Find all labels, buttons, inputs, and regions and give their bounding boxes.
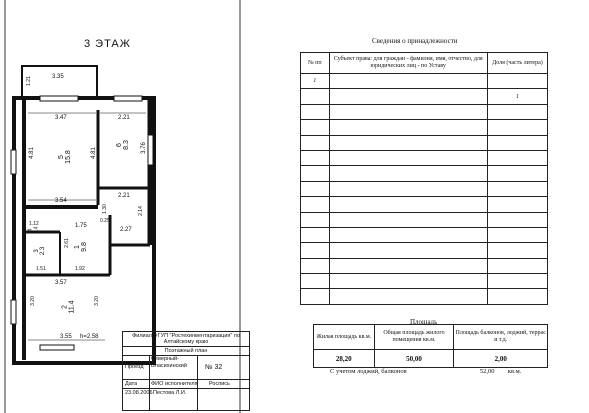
- loggia-value: 52,00: [479, 368, 495, 375]
- dim-label: 3.20: [29, 296, 36, 306]
- dim-label: 3.20: [93, 296, 100, 306]
- col-header-share: Доля (часть литера): [487, 53, 547, 74]
- area-header-balcony: Площадь балконов, лоджий, террас и т.д.: [454, 325, 548, 350]
- stamp-plan: Поэтажный план: [164, 348, 208, 354]
- area-total-value: 50,00: [374, 350, 454, 368]
- area-header-living: Жилая площадь кв.м.: [314, 325, 375, 350]
- dim-label: 2.21: [118, 193, 130, 199]
- area-title: Площадь: [410, 318, 438, 326]
- dim-label: 2.61: [63, 238, 70, 248]
- room-label: 4 1.4: [27, 226, 40, 234]
- stamp-executor-label: ФИО исполнителя: [151, 381, 198, 387]
- dim-label: 1.30: [101, 204, 108, 214]
- stamp-project-value: Северный-Власихинский: [151, 356, 187, 369]
- dim-label: 1.51: [36, 266, 46, 272]
- row-share: 1: [487, 89, 547, 104]
- col-header-num: № пп: [301, 53, 330, 74]
- loggia-line: [330, 368, 521, 375]
- dim-label: 3.55: [60, 334, 72, 340]
- loggia-label: С учетом лоджий, балконов: [330, 368, 407, 375]
- dim-label: 3.76: [140, 142, 147, 154]
- col-header-subject: Субъект права: для граждан - фамилия, имя, отчество, для юридических лиц - по Уставу: [329, 53, 487, 74]
- dim-label: 4.81: [28, 147, 35, 159]
- dim-label: 2.27: [120, 227, 132, 233]
- stamp-executor: Пестова Л.И.: [153, 390, 187, 396]
- dim-label: 1.75: [75, 223, 87, 229]
- dim-label: 1.21: [25, 76, 32, 86]
- dim-label: 1.12: [29, 221, 39, 227]
- area-living-value: 28,20: [314, 350, 375, 368]
- area-balcony-value: 2,00: [454, 350, 548, 368]
- room-label: 1 9.8: [73, 242, 88, 252]
- stamp-org: Филиал ФГУП "Ростехинвентаризация" по Алтайскому краю: [132, 333, 240, 345]
- dim-label: 1.92: [75, 266, 85, 272]
- title-block: [122, 331, 250, 411]
- floor-plan-page: [0, 0, 250, 413]
- ownership-title: Сведения о принадлежности: [372, 37, 458, 45]
- dim-label: 2.14: [137, 206, 144, 216]
- dim-label: 3.47: [55, 115, 67, 121]
- area-header-total: Общая площадь жилого помещения кв.м.: [374, 325, 454, 350]
- stamp-project-label: Проезд: [125, 364, 144, 370]
- stamp-date-label: Дата: [125, 381, 138, 387]
- floor-title: 3 ЭТАЖ: [84, 38, 131, 50]
- ceiling-height-label: h=2.58: [80, 334, 99, 340]
- room-label: 3 2.3: [34, 246, 47, 256]
- dim-label: 3.54: [55, 198, 67, 204]
- dim-label: 2.21: [118, 115, 130, 121]
- loggia-unit: кв.м.: [507, 368, 522, 375]
- dim-label: 3.35: [52, 74, 64, 80]
- dim-label: 0.25: [100, 218, 110, 224]
- dim-label: 4.81: [90, 147, 97, 159]
- ownership-table: [300, 52, 548, 305]
- dim-label: 3.57: [55, 280, 67, 286]
- stamp-sign-label: Роспись: [209, 381, 230, 387]
- stamp-date: 23.08.2006: [125, 390, 153, 396]
- room-label: 5 15.8: [57, 150, 72, 164]
- area-table: [313, 324, 548, 368]
- room-label: 6 8.3: [115, 140, 130, 150]
- row-num: 1: [301, 74, 330, 89]
- stamp-number: № 32: [205, 364, 223, 371]
- balcony-outline: [22, 66, 97, 98]
- room-label: 2 11.4: [61, 300, 76, 314]
